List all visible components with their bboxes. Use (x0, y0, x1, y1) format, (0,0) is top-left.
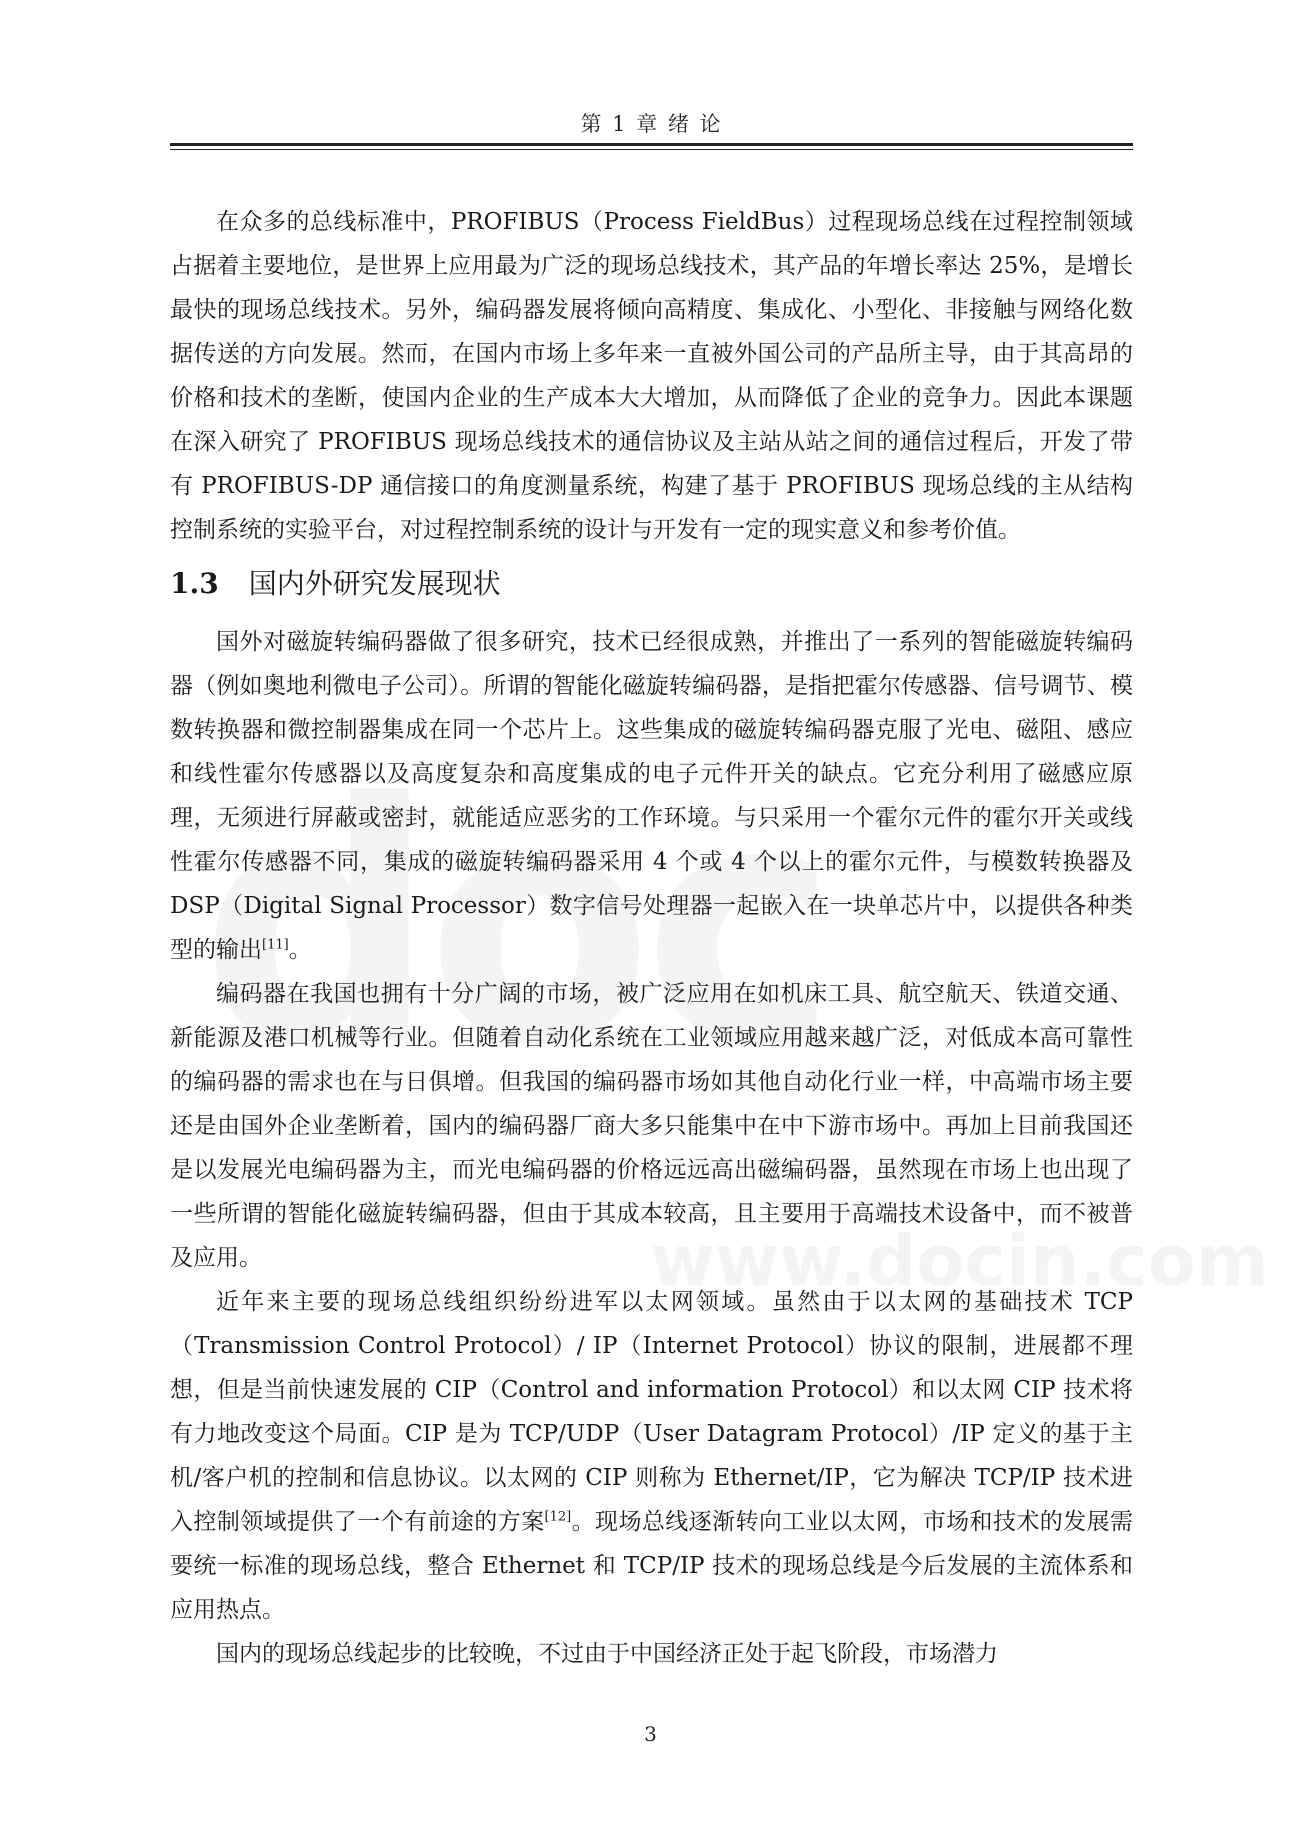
paragraph-1 (170, 620, 1133, 972)
paragraph-intro: 在众多的总线标准中，PROFIBUS（Process FieldBus）过程现场总线在过程控制领域占据着主要地位，是世界上应用最为广泛的现场总线技术，其产品的年增长率达 25%，是增长最快的现场总线技术。另外，编码器发展将倾向高精度、集成化、小型化、非接触与网络化数据传送的方向发展。然而，在国内市场上多年来一直被外国公司的产品所主导，由于其高昂的价格和技术的垄断，使国内企业的生产成本大大增加，从而降低了企业的竞争力。因此本课题在深入研究了 PROFIBUS 现场总线技术的通信协议及主站从站之间的通信过程后，开发了带有 PROFIBUS-DP 通信接口的角度测量系统，构建了基于 PROFIBUS 现场总线的主从结构控制系统的实验平台，对过程控制系统的设计与开发有一定的现实意义和参考价值。 (170, 209, 1133, 543)
section-title: 国内外研究发展现状 (248, 567, 501, 600)
citation-12[interactable]: [12] (544, 1509, 572, 1525)
header-rule-thick (170, 143, 1133, 146)
paragraph-4-text: 国内的现场总线起步的比较晚，不过由于中国经济正处于起飞阶段，市场潜力 (216, 1641, 998, 1667)
paragraph-3-text: 近年来主要的现场总线组织纷纷进军以太网领域。虽然由于以太网的基础技术 TCP（Transmission Control Protocol）/ IP（Internet Protocol）协议的限制，进展都不理想，但是当前快速发展的 CIP（Control and information Protocol）和以太网 CIP 技术将有力地改变这个局面。CIP 是为 TCP/UDP（User Datagram Protocol）/IP 定义的基于主机/客户机的控制和信息协议。以太网的 CIP 则称为 Ethernet/IP，它为解决 TCP/IP 技术进入控制领域提供了一个有前途的方案 (170, 1289, 1133, 1535)
section-heading (170, 556, 1133, 612)
running-header: 第 1 章 绪 论 (580, 112, 723, 136)
citation-11[interactable]: [11] (262, 937, 289, 953)
paragraph-3 (170, 1280, 1133, 1632)
paragraph-1-tail: 。 (288, 937, 312, 963)
paragraph-2-text: 编码器在我国也拥有十分广阔的市场，被广泛应用在如机床工具、航空航天、铁道交通、新能源及港口机械等行业。但随着自动化系统在工业领域应用越来越广泛，对低成本高可靠性的编码器的需求也在与日俱增。但我国的编码器市场如其他自动化行业一样，中高端市场主要还是由国外企业垄断着，国内的编码器厂商大多只能集中在中下游市场中。再加上目前我国还是以发展光电编码器为主，而光电编码器的价格远远高出磁编码器，虽然现在市场上也出现了一些所谓的智能化磁旋转编码器，但由于其成本较高，且主要用于高端技术设备中，而不被普及应用。 (170, 981, 1133, 1271)
paragraph-3-tail: 。现场总线逐渐转向工业以太网，市场和技术的发展需要统一标准的现场总线，整合 Ethernet 和 TCP/IP 技术的现场总线是今后发展的主流体系和应用热点。 (170, 1509, 1134, 1623)
paragraph-2 (170, 972, 1133, 1280)
header-rule-thin (170, 149, 1133, 150)
body-content (170, 200, 1133, 1676)
section-number: 1.3 (170, 567, 219, 600)
page-number: 3 (644, 1722, 657, 1746)
paragraph-4 (170, 1632, 1133, 1676)
paragraph-1-text: 国外对磁旋转编码器做了很多研究，技术已经很成熟，并推出了一系列的智能磁旋转编码器（例如奥地利微电子公司）。所谓的智能化磁旋转编码器，是指把霍尔传感器、信号调节、模数转换器和微控制器集成在同一个芯片上。这些集成的磁旋转编码器克服了光电、磁阻、感应和线性霍尔传感器以及高度复杂和高度集成的电子元件开关的缺点。它充分利用了磁感应原理，无须进行屏蔽或密封，就能适应恶劣的工作环境。与只采用一个霍尔元件的霍尔开关或线性霍尔传感器不同，集成的磁旋转编码器采用 4 个或 4 个以上的霍尔元件，与模数转换器及 DSP（Digital Signal Processor）数字信号处理器一起嵌入在一块单芯片中，以提供各种类型的输出 (170, 629, 1133, 963)
